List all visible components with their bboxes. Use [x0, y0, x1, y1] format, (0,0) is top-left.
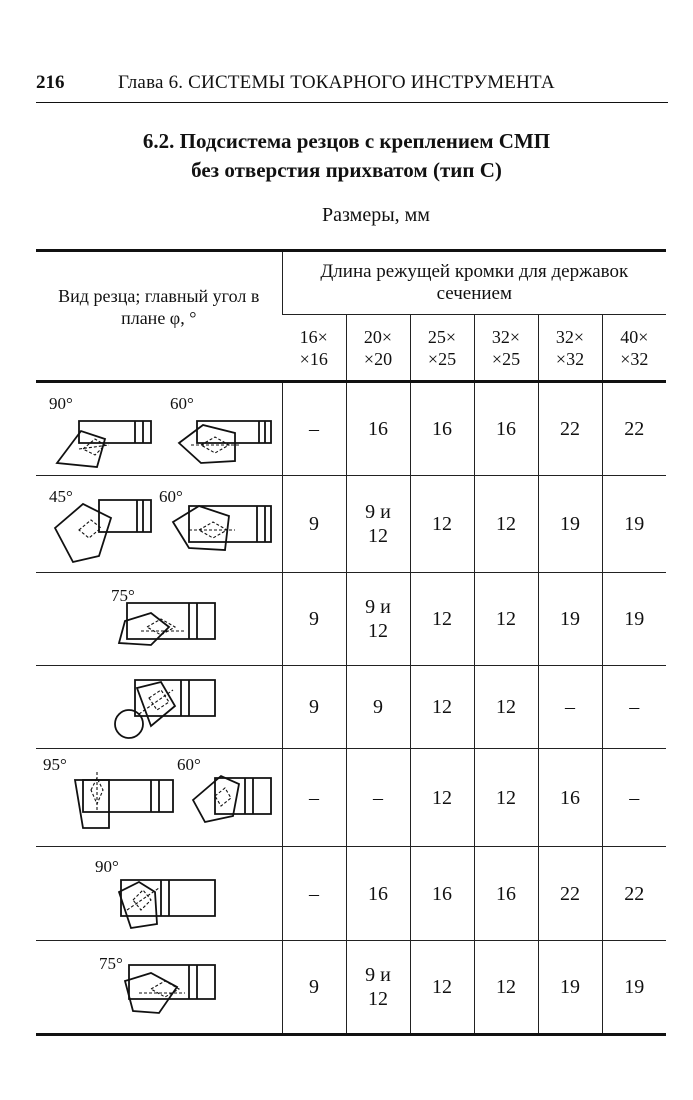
page-number: 216: [36, 72, 65, 93]
edge-length-value: 12: [496, 976, 516, 998]
angle-label: 45°: [48, 487, 73, 506]
edge-length-cell: [282, 941, 346, 1035]
edge-length-value: –: [629, 786, 640, 809]
edge-length-value: 9: [309, 608, 319, 630]
angle-label: 95°: [42, 754, 67, 774]
angle-label: 60°: [169, 394, 194, 413]
table-row: [36, 749, 666, 847]
edge-length-cell: [602, 666, 666, 749]
edge-length-cell: [410, 476, 474, 573]
edge-length-value: 12: [432, 786, 452, 809]
table-row: [36, 382, 666, 476]
edge-length-value: 12: [432, 608, 452, 630]
edge-length-cell: [346, 382, 410, 476]
header-group-cell: [282, 251, 666, 315]
cutter-sketch-2: [39, 573, 279, 665]
edge-length-cell: [282, 573, 346, 666]
cutter-sketch-5: [39, 848, 279, 940]
edge-length-value: 16: [368, 418, 388, 440]
edge-length-cell: [282, 847, 346, 941]
header-section-1: 20× ×20: [346, 315, 410, 382]
edge-length-value: 16: [368, 882, 388, 905]
edge-length-value: 12: [368, 620, 388, 642]
edge-length-value: 9 и: [365, 964, 391, 986]
edge-length-cell: [538, 476, 602, 573]
edge-length-cell: [602, 941, 666, 1035]
cutter-view-cell: [36, 382, 282, 476]
edge-length-cell: [346, 847, 410, 941]
edge-length-value: 22: [560, 882, 580, 905]
angle-label: 90°: [48, 394, 73, 413]
edge-length-cell: [346, 476, 410, 573]
edge-length-value: 12: [496, 696, 516, 718]
cutter-view-cell: [36, 941, 282, 1035]
section-title-line-2: без отверстия прихватом (тип С): [191, 158, 502, 182]
edge-length-cell: [538, 666, 602, 749]
header-view-cell: [36, 251, 282, 382]
edge-length-value: 19: [560, 513, 580, 535]
section-title: [0, 127, 693, 185]
edge-length-value: 16: [432, 418, 452, 440]
angle-label: 90°: [94, 856, 119, 876]
edge-length-value: 12: [368, 525, 388, 547]
table-row: [36, 476, 666, 573]
edge-length-value: 9 и: [365, 501, 391, 523]
edge-length-cell: [410, 573, 474, 666]
edge-length-cell: [602, 847, 666, 941]
edge-length-value: 16: [496, 418, 516, 440]
cutter-sketch-0: [39, 383, 279, 475]
edge-length-cell: [410, 382, 474, 476]
edge-length-value: –: [373, 786, 383, 809]
edge-length-value: 9: [309, 696, 319, 718]
spec-table: [36, 249, 666, 1036]
edge-length-value: 12: [432, 513, 452, 535]
edge-length-cell: [410, 749, 474, 847]
angle-label: 60°: [158, 487, 183, 506]
edge-length-cell: [474, 666, 538, 749]
edge-length-cell: [602, 573, 666, 666]
edge-length-value: 19: [560, 608, 580, 630]
edge-length-value: 19: [624, 513, 645, 535]
edge-length-cell: [474, 476, 538, 573]
edge-length-value: –: [309, 418, 319, 440]
edge-length-cell: [346, 666, 410, 749]
section-title-line-1: 6.2. Подсистема резцов с креплением СМП: [142, 129, 551, 153]
edge-length-cell: [538, 941, 602, 1035]
header-section-2: 25× ×25: [410, 315, 474, 382]
edge-length-cell: [474, 573, 538, 666]
edge-length-cell: [538, 847, 602, 941]
edge-length-cell: [346, 749, 410, 847]
edge-length-cell: [474, 382, 538, 476]
table-row: [36, 666, 666, 749]
edge-length-cell: [282, 749, 346, 847]
edge-length-cell: [282, 382, 346, 476]
edge-length-value: –: [629, 696, 640, 718]
running-title: Глава 6. СИСТЕМЫ ТОКАРНОГО ИНСТРУМЕНТА: [118, 72, 555, 93]
edge-length-value: 12: [432, 696, 452, 718]
edge-length-value: 12: [496, 786, 516, 809]
header-rule: [36, 102, 668, 103]
edge-length-value: 9 и: [365, 596, 391, 618]
edge-length-cell: [410, 666, 474, 749]
edge-length-value: 9: [373, 696, 383, 718]
units-caption: Размеры, мм: [322, 204, 430, 226]
edge-length-cell: [474, 749, 538, 847]
edge-length-cell: [602, 749, 666, 847]
cutter-sketch-3: [39, 666, 279, 748]
table-row: [36, 941, 666, 1035]
header-section-0: 16× ×16: [299, 326, 328, 369]
edge-length-value: 9: [309, 976, 319, 998]
header-group-line-2: сечением: [436, 283, 512, 304]
edge-length-value: 12: [432, 976, 452, 998]
edge-length-value: 16: [496, 882, 516, 905]
header-section-3: 32× ×25: [474, 315, 538, 382]
cutter-view-cell: [36, 666, 282, 749]
edge-length-cell: [346, 573, 410, 666]
header-view-line-2: плане φ, °: [121, 308, 197, 328]
edge-length-value: 19: [560, 976, 580, 998]
cutter-view-cell: [36, 847, 282, 941]
header-view-line-1: Вид резца; главный угол в: [58, 286, 260, 306]
table-row: [36, 573, 666, 666]
edge-length-cell: [410, 847, 474, 941]
cutter-sketch-6: [39, 941, 279, 1033]
angle-label: 75°: [110, 586, 135, 605]
edge-length-value: –: [565, 696, 575, 718]
cutter-view-cell: [36, 476, 282, 573]
edge-length-value: –: [309, 786, 319, 809]
edge-length-cell: [538, 749, 602, 847]
cutter-view-cell: [36, 573, 282, 666]
angle-label: 75°: [98, 954, 123, 973]
edge-length-cell: [282, 666, 346, 749]
edge-length-cell: [282, 476, 346, 573]
cutter-sketch-1: [39, 476, 279, 572]
running-head: [36, 72, 666, 96]
edge-length-value: 12: [496, 513, 516, 535]
header-group-line-1: Длина режущей кромки для державок: [320, 261, 629, 282]
edge-length-cell: [538, 573, 602, 666]
edge-length-value: 22: [624, 882, 645, 905]
edge-length-value: 22: [624, 418, 645, 440]
angle-label: 60°: [176, 754, 201, 774]
edge-length-value: 9: [309, 513, 319, 535]
cutter-view-cell: [36, 749, 282, 847]
edge-length-value: 16: [560, 786, 580, 809]
edge-length-value: 22: [560, 418, 580, 440]
edge-length-value: 12: [496, 608, 516, 630]
edge-length-cell: [602, 476, 666, 573]
cutter-sketch-4: [39, 750, 279, 846]
header-section-4: 32× ×32: [538, 315, 602, 382]
edge-length-cell: [474, 941, 538, 1035]
edge-length-cell: [410, 941, 474, 1035]
table-row: [36, 847, 666, 941]
edge-length-value: –: [309, 882, 319, 905]
edge-length-value: 19: [624, 976, 645, 998]
header-section-5: 40× ×32: [602, 315, 666, 382]
edge-length-cell: [602, 382, 666, 476]
edge-length-value: 19: [624, 608, 645, 630]
edge-length-value: 16: [432, 882, 452, 905]
edge-length-value: 12: [368, 988, 388, 1010]
edge-length-cell: [538, 382, 602, 476]
edge-length-cell: [346, 941, 410, 1035]
edge-length-cell: [474, 847, 538, 941]
